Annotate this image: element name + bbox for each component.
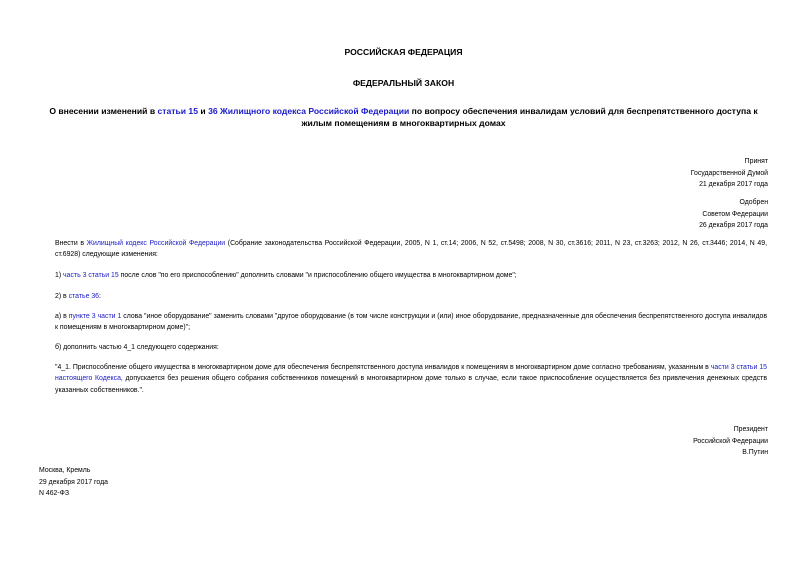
link-housing-code[interactable]: Жилищный кодекс Российской Федерации [86, 240, 226, 247]
item-a-paragraph [39, 311, 767, 334]
adopted-label: Принят [744, 158, 768, 165]
footer-date: 29 декабря 2017 года [39, 478, 108, 486]
item-a-text-1: а) в [55, 313, 69, 320]
footer-number: N 462-ФЗ [39, 490, 70, 497]
approved-date: 26 декабря 2017 года [699, 222, 768, 229]
approved-label: Одобрен [739, 199, 768, 206]
title-text-1: О внесении изменений в [49, 106, 158, 116]
law-title [40, 106, 767, 129]
signature-title: Президент [733, 426, 768, 433]
item1-text-1: 1) [55, 272, 64, 279]
signature-office: Российской Федерации [693, 437, 768, 445]
approved-block [699, 197, 768, 232]
item2-text-1: 2) в [55, 293, 69, 300]
item2-text-2: : [99, 293, 101, 300]
quote-paragraph [39, 362, 767, 396]
signature-block [693, 424, 768, 459]
approved-body: Советом Федерации [702, 210, 768, 218]
adopted-body: Государственной Думой [690, 169, 768, 177]
country-heading: РОССИЙСКАЯ ФЕДЕРАЦИЯ [344, 47, 463, 57]
item-b-paragraph: б) дополнить частью 4_1 следующего содержания: [55, 344, 219, 351]
quote-text-1: "4_1. Приспособление общего имущества в многоквартирном доме для обеспечения беспрепятственного доступа инвалидов к помещениям в многоквартирном доме согласно требованиям, указанным в [55, 364, 711, 371]
link-article-36[interactable]: статье 36 [68, 293, 99, 300]
quote-text-2: , допускается без решения общего собрания собственников помещений в многоквартирном доме только в случае, если такое приспособление осуществляется без привлечения денежных средств указанных собственников.". [55, 375, 767, 394]
adopted-date: 21 декабря 2017 года [699, 181, 768, 188]
link-article-36-housing-code[interactable]: 36 Жилищного кодекса Российской Федерации [208, 106, 410, 116]
item-a-text-2: слова "иное оборудование" заменить словами "другое оборудование (в том числе конструкции и (или) иное оборудование, предназначенные для обеспечения беспрепятственного доступа инвалидов к помещениям в многоквартирном доме)"; [55, 313, 767, 332]
footer-place: Москва, Кремль [39, 467, 91, 474]
item-1-paragraph [39, 270, 767, 281]
item1-text-2: после слов "по его приспособлению" дополнить словами "и приспособлению общего имущества в многоквартирном доме"; [118, 272, 517, 279]
intro-text-1: Внести в [55, 240, 87, 247]
footer-block [39, 465, 108, 500]
link-point-3-part-1[interactable]: пункте 3 части 1 [68, 313, 122, 320]
intro-paragraph [39, 238, 767, 261]
link-article-15[interactable]: статьи 15 [157, 106, 198, 116]
title-text-3: по вопросу обеспечения инвалидам условий для беспрепятственного доступа к жилым помещениям в многоквартирных домах [301, 106, 758, 128]
intro-text-2: (Собрание законодательства Российской Федерации, 2005, N 1, ст.14; 2006, N 52, ст.5498; 2008, N 30, ст.3616; 2011, N 23, ст.3263; 2012, N 26, ст.3446; 2014, N 49, ст.6928) следующие изменения: [55, 240, 767, 259]
link-part-3-article-15[interactable]: часть 3 статьи 15 [63, 272, 119, 279]
doc-type-heading: ФЕДЕРАЛЬНЫЙ ЗАКОН [352, 78, 455, 88]
item-2-paragraph [39, 291, 767, 302]
title-text-2: и [198, 106, 209, 116]
signature-name: В.Путин [742, 449, 768, 456]
adopted-block [691, 156, 768, 191]
link-part-3-article-15-code[interactable]: части 3 статьи 15 настоящего Кодекса [55, 364, 767, 383]
